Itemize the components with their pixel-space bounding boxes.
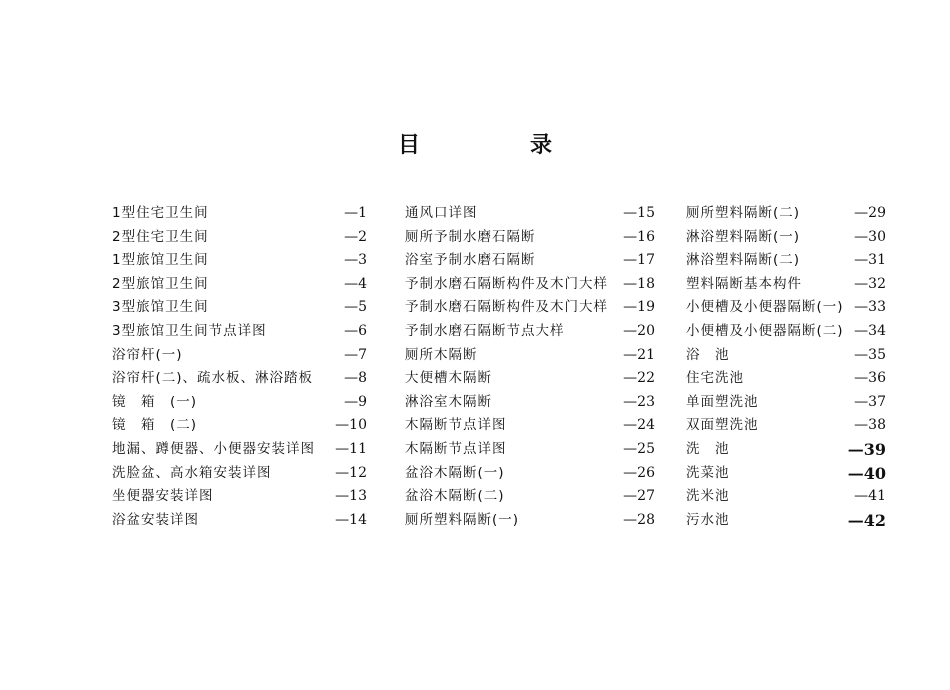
toc-entry [686,438,886,462]
toc-entry-page: —3 [344,252,367,269]
toc-entry-title: 双面塑洗池 [686,417,759,434]
toc-entry-title: 厕所予制水磨石隔断 [405,228,536,245]
page-title [398,128,558,160]
toc-entry-page: —4 [344,275,367,292]
toc-entry-title: 浴盆安装详图 [112,511,199,528]
toc-entry [686,202,886,226]
toc-entry [405,296,655,320]
toc-entry-title: 盆浴木隔断(一) [405,464,505,481]
toc-entry-title: 3型旅馆卫生间节点详图 [112,322,267,339]
toc-entry [686,367,886,391]
toc-entry [112,344,367,368]
toc-entry-title: 浴室予制水磨石隔断 [405,252,536,269]
toc-entry-page: —29 [854,205,886,221]
toc-entry-title: 2型住宅卫生间 [112,228,209,245]
toc-entry [686,273,886,297]
toc-entry [405,344,655,368]
toc-entry [405,226,655,250]
toc-entry-title: 厕所塑料隔断(二) [686,205,801,221]
toc-entry-page: —9 [344,393,367,410]
toc-entry [112,273,367,297]
toc-entry-page: —36 [854,370,886,387]
toc-entry-page: —2 [344,228,367,245]
toc-entry-page: —21 [623,346,655,363]
toc-entry-title: 洗 池 [686,440,730,457]
toc-entry-title: 浴帘杆(二)、疏水板、淋浴踏板 [112,370,314,387]
toc-column-2 [405,202,655,532]
toc-entry [405,249,655,273]
toc-entry-page: —25 [623,440,655,457]
toc-entry-title: 淋浴塑料隔断(一) [686,228,801,245]
toc-entry-title: 2型旅馆卫生间 [112,275,209,292]
toc-entry-page: —38 [854,417,886,434]
toc-entry-title: 浴帘杆(一) [112,346,183,363]
toc-column-1 [112,202,367,532]
toc-entry-page: —27 [623,488,655,505]
toc-entry [686,462,886,486]
toc-entry-page: —34 [854,322,886,339]
toc-entry-page: —26 [623,464,655,481]
toc-entry-title: 洗脸盆、高水箱安装详图 [112,464,272,481]
toc-entry [405,438,655,462]
toc-entry-page: —30 [854,228,886,245]
toc-entry-page: —6 [344,322,367,339]
toc-entry-page: —33 [854,299,886,316]
toc-entry-page: —18 [623,275,655,292]
toc-entry [686,509,886,533]
toc-entry-page: —10 [335,417,367,434]
toc-entry-title: 塑料隔断基本构件 [686,275,802,292]
toc-entry-page: —35 [854,346,886,363]
toc-entry [112,485,367,509]
toc-entry-page: —16 [623,228,655,245]
toc-entry-page: —14 [335,511,367,528]
toc-entry-title: 地漏、蹲便器、小便器安装详图 [112,440,315,457]
toc-entry [112,367,367,391]
toc-entry-title: 小便槽及小便器隔断(二) [686,322,844,339]
toc-entry-title: 淋浴室木隔断 [405,393,492,410]
toc-entry-title: 盆浴木隔断(二) [405,488,505,505]
toc-entry [405,320,655,344]
toc-entry [112,414,367,438]
toc-entry-title: 1型旅馆卫生间 [112,252,209,269]
toc-entry-title: 洗米池 [686,488,730,505]
toc-entry-page: —13 [335,488,367,505]
title-char-2: 录 [530,133,553,158]
toc-entry-title: 大便槽木隔断 [405,370,492,387]
toc-entry [686,414,886,438]
toc-entry [686,344,886,368]
toc-column-3 [686,202,886,532]
toc-entry-page: —41 [854,488,886,505]
toc-entry-title: 洗菜池 [686,464,730,481]
toc-entry-title: 3型旅馆卫生间 [112,299,209,316]
toc-entry-page: —31 [854,252,886,269]
toc-entry-title: 木隔断节点详图 [405,440,507,457]
toc-entry-title: 木隔断节点详图 [405,417,507,434]
toc-entry [112,249,367,273]
toc-entry [405,202,655,226]
toc-entry-page: —39 [847,439,886,459]
toc-entry [112,462,367,486]
toc-entry-page: —1 [344,205,367,221]
toc-entry-page: —42 [847,510,886,530]
toc-entry [405,367,655,391]
toc-entry [405,414,655,438]
toc-entry-title: 坐便器安装详图 [112,488,214,505]
toc-entry-page: —24 [623,417,655,434]
toc-entry-page: —22 [623,370,655,387]
toc-entry-page: —5 [344,299,367,316]
toc-entry-page: —8 [344,370,367,387]
toc-entry-title: 予制水磨石隔断构件及木门大样 [405,299,608,316]
toc-entry [112,438,367,462]
toc-entry-title: 住宅洗池 [686,370,744,387]
toc-entry-title: 镜 箱 (一) [112,393,198,410]
toc-entry-title: 通风口详图 [405,205,478,221]
toc-entry-title: 1型住宅卫生间 [112,205,209,221]
toc-entry-page: —37 [854,393,886,410]
toc-entry [686,391,886,415]
toc-entry-title: 厕所塑料隔断(一) [405,511,520,528]
toc-entry-title: 浴 池 [686,346,730,363]
toc-entry-title: 予制水磨石隔断构件及木门大样 [405,275,608,292]
toc-entry-title: 予制水磨石隔断节点大样 [405,322,565,339]
toc-entry-page: —12 [335,464,367,481]
toc-entry-page: —32 [854,275,886,292]
toc-entry-page: —15 [623,205,655,221]
toc-entry [686,485,886,509]
toc-entry [405,462,655,486]
toc-entry-page: —7 [344,346,367,363]
toc-entry [112,226,367,250]
toc-entry-page: —17 [623,252,655,269]
toc-entry-title: 淋浴塑料隔断(二) [686,252,801,269]
toc-entry-page: —23 [623,393,655,410]
toc-entry [686,320,886,344]
toc-entry [405,391,655,415]
toc-entry-title: 小便槽及小便器隔断(一) [686,299,844,316]
toc-entry [112,202,367,226]
toc-entry-title: 单面塑洗池 [686,393,759,410]
toc-entry [405,273,655,297]
toc-entry [405,509,655,533]
toc-entry-title: 厕所木隔断 [405,346,478,363]
toc-entry [112,391,367,415]
toc-entry [405,485,655,509]
toc-entry-page: —20 [623,322,655,339]
toc-entry [112,296,367,320]
toc-entry [686,249,886,273]
toc-entry-title: 污水池 [686,511,730,528]
toc-entry-page: —40 [847,463,886,483]
toc-entry-page: —11 [335,440,367,457]
toc-entry-page: —28 [623,511,655,528]
title-char-1: 目 [398,133,421,158]
toc-entry [112,509,367,533]
toc-entry [112,320,367,344]
toc-entry [686,226,886,250]
toc-entry-page: —19 [623,299,655,316]
toc-entry [686,296,886,320]
toc-entry-title: 镜 箱 (二) [112,417,198,434]
